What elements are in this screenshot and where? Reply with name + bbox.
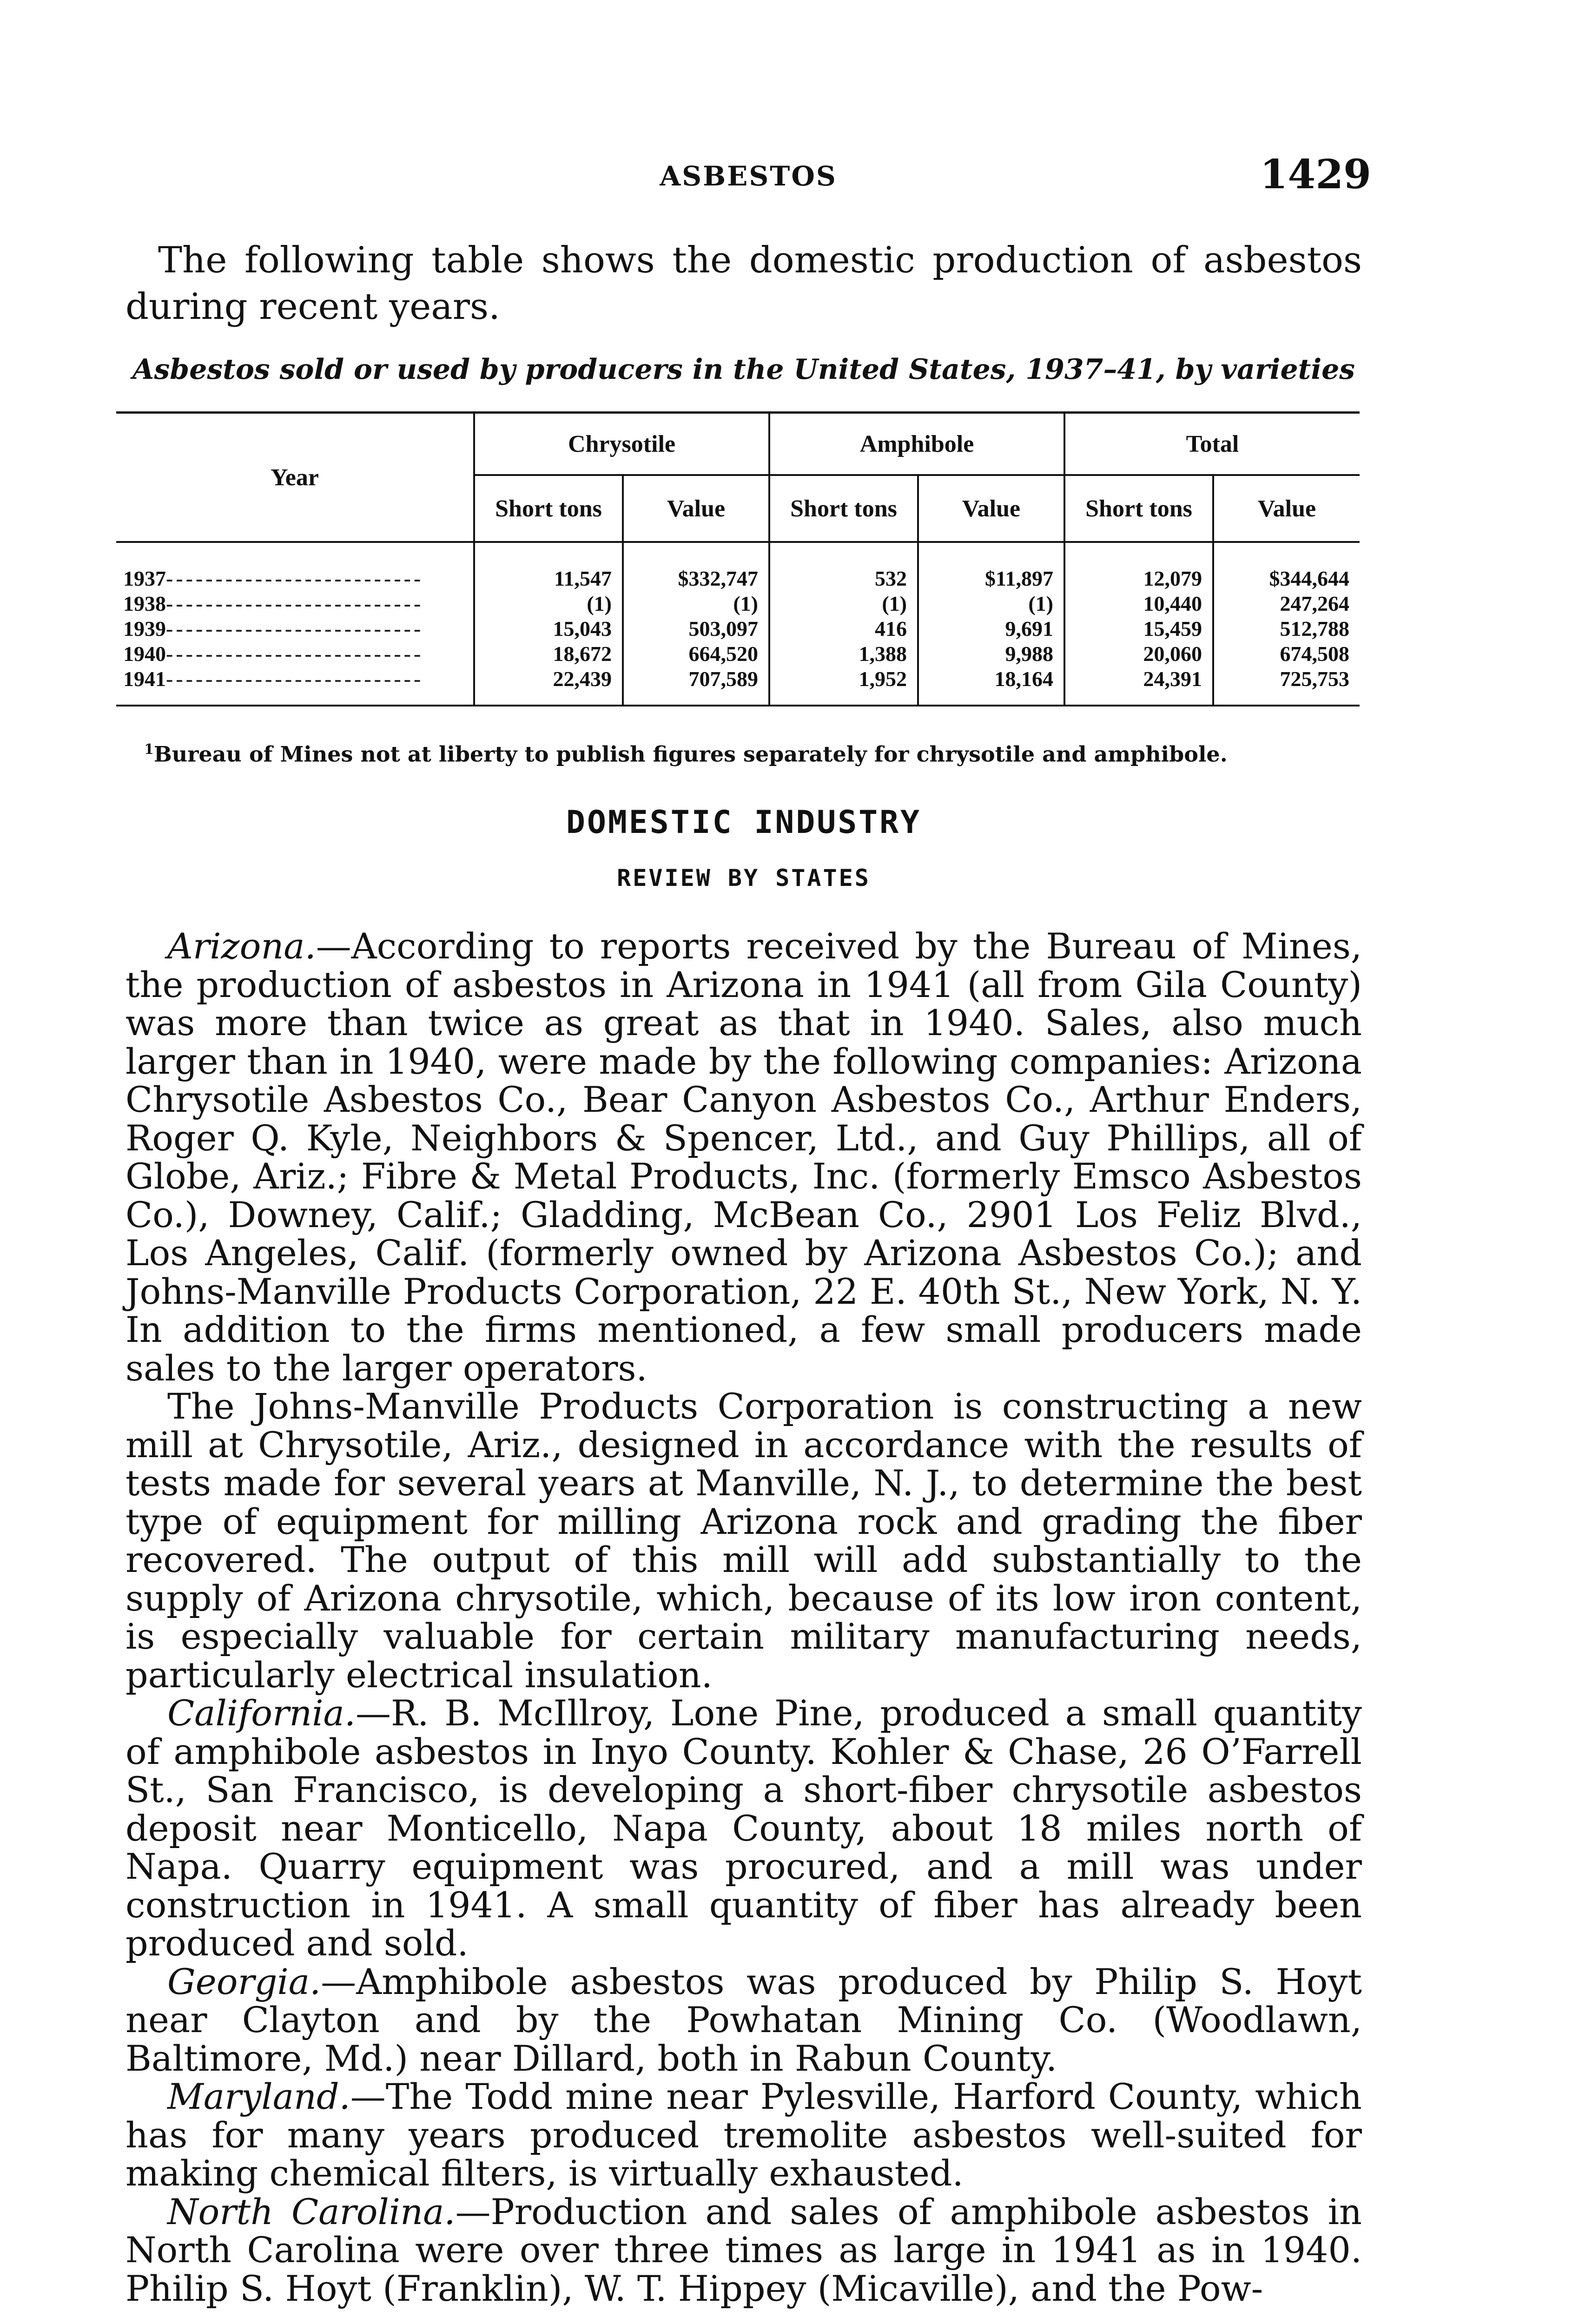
- table-caption: Asbestos sold or used by producers in the United States, 1937–41, by varieties: [132, 353, 1355, 386]
- table-cell: (1): [623, 591, 769, 616]
- state-name: California.: [167, 1692, 356, 1734]
- table-cell: 9,988: [918, 641, 1064, 667]
- table-cell: 1,952: [769, 667, 918, 706]
- paragraph-north-carolina: [126, 2193, 1362, 2308]
- table-body: [116, 542, 1360, 706]
- table-cell: 503,097: [623, 616, 769, 641]
- subheader-value: Value: [918, 475, 1064, 542]
- row-year-cell: [116, 667, 474, 706]
- paragraph-maryland: [126, 2078, 1362, 2193]
- subheader-short-tons: Short tons: [1064, 475, 1213, 542]
- table-cell: 22,439: [474, 667, 623, 706]
- subheader-value: Value: [623, 475, 769, 542]
- intro-paragraph: The following table shows the domestic production of asbestos during recent years.: [126, 239, 1362, 328]
- footnote-mark: 1: [144, 741, 154, 758]
- table-cell: 674,508: [1213, 641, 1360, 667]
- table-cell: 9,691: [918, 616, 1064, 641]
- row-year-cell: [116, 641, 474, 667]
- subheader-short-tons: Short tons: [769, 475, 918, 542]
- table-cell: (1): [769, 591, 918, 616]
- state-name: Arizona.: [167, 925, 316, 967]
- table-cell: 24,391: [1064, 667, 1213, 706]
- table-row: [116, 641, 1360, 667]
- table-row: [116, 667, 1360, 706]
- page-number: 1429: [1260, 151, 1371, 198]
- table-cell: 18,164: [918, 667, 1064, 706]
- running-head: [126, 151, 1371, 202]
- row-year: 1939: [123, 617, 166, 640]
- paragraph-text: The Johns-Manville Products Corporation is constructing a new mill at Chrysotile, Ariz., designed in accordance with the results of tests made for several years at Manville, N. J., to determine the best type of equipment for milling Arizona rock and grading the fiber recovered. The output of this mill will add substantially to the supply of Arizona chrysotile, which, because of its low iron content, is especially valuable for certain military manufacturing needs, particularly electrical insulation.: [126, 1386, 1362, 1696]
- table-cell: 15,043: [474, 616, 623, 641]
- paragraph-text: —According to reports received by the Bureau of Mines, the production of asbestos in Arizona in 1941 (all from Gila County) was more than twice as great as that in 1940. Sales, also much larger than in 1940, were made by the following companies: Arizona Chrysotile Asbestos Co., Bear Canyon Asbestos Co., Arthur Enders, Roger Q. Kyle, Neighbors & Spencer, Ltd., and Guy Phillips, all of Globe, Ariz.; Fibre & Metal Products, Inc. (formerly Emsco Asbestos Co.), Downey, Calif.; Gladding, McBean Co., 2901 Los Feliz Blvd., Los Angeles, Calif. (formerly owned by Arizona Asbestos Co.); and Johns-Manville Products Corporation, 22 E. 40th St., New York, N. Y. In addition to the firms mentioned, a few small producers made sales to the larger operators.: [126, 925, 1362, 1389]
- table-cell: 707,589: [623, 667, 769, 706]
- table-row: [116, 542, 1360, 591]
- subheader-short-tons: Short tons: [474, 475, 623, 542]
- table-cell: 18,672: [474, 641, 623, 667]
- table-row: [116, 591, 1360, 616]
- group-header-total: Total: [1064, 413, 1360, 475]
- table-cell: $11,897: [918, 542, 1064, 591]
- paragraph-california: [126, 1694, 1362, 1963]
- row-year-cell: [116, 616, 474, 641]
- table-footnote: [144, 741, 1362, 766]
- table-cell: 247,264: [1213, 591, 1360, 616]
- running-title: ASBESTOS: [660, 160, 837, 192]
- col-header-year: Year: [271, 464, 319, 491]
- paragraph-text: —Production and sales of amphibole asbestos in North Carolina were over three times as large in 1941 as in 1940. Philip S. Hoyt (Franklin), W. T. Hippey (Micaville), and the Pow-: [126, 2191, 1362, 2309]
- table-cell: (1): [918, 591, 1064, 616]
- table-cell: 15,459: [1064, 616, 1213, 641]
- row-year-cell: [116, 542, 474, 591]
- section-heading: DOMESTIC INDUSTRY: [566, 804, 921, 841]
- table-cell: 512,788: [1213, 616, 1360, 641]
- table-cell: 11,547: [474, 542, 623, 591]
- table-cell: 10,440: [1064, 591, 1213, 616]
- paragraph-text: —R. B. McIllroy, Lone Pine, produced a small quantity of amphibole asbestos in Inyo County. Kohler & Chase, 26 O’Farrell St., San Francisco, is developing a short-fiber chrysotile asbestos deposit near Monticello, Napa County, about 18 miles north of Napa. Quarry equipment was procured, and a mill was under construction in 1941. A small quantity of fiber has already been produced and sold.: [126, 1692, 1362, 1964]
- table-cell: (1): [474, 591, 623, 616]
- paragraph-arizona: [126, 927, 1362, 1387]
- state-name: Georgia.: [167, 1961, 321, 2002]
- state-name: North Carolina.: [167, 2191, 456, 2232]
- group-header-chrysotile: Chrysotile: [474, 413, 769, 475]
- table-cell: $332,747: [623, 542, 769, 591]
- state-name: Maryland.: [167, 2076, 350, 2117]
- table-cell: 416: [769, 616, 918, 641]
- table-cell: 532: [769, 542, 918, 591]
- paragraph-johns-manville: [126, 1387, 1362, 1694]
- row-year: 1941: [123, 667, 166, 691]
- table-cell: 1,388: [769, 641, 918, 667]
- row-year-cell: [116, 591, 474, 616]
- paragraph-text: —Amphibole asbestos was produced by Philip S. Hoyt near Clayton and by the Powhatan Mining Co. (Woodlawn, Baltimore, Md.) near Dillard, both in Rabun County.: [126, 1961, 1362, 2079]
- row-year: 1938: [123, 592, 166, 615]
- leader-dots: --------------------------: [166, 567, 424, 590]
- table-cell: 12,079: [1064, 542, 1213, 591]
- row-year: 1937: [123, 567, 166, 590]
- table-cell: $344,644: [1213, 542, 1360, 591]
- asbestos-production-table: [116, 411, 1360, 706]
- footnote-text: Bureau of Mines not at liberty to publish figures separately for chrysotile and amphibole.: [153, 741, 1228, 767]
- leader-dots: --------------------------: [166, 642, 424, 666]
- section-subheading: REVIEW BY STATES: [617, 865, 871, 891]
- table-cell: 20,060: [1064, 641, 1213, 667]
- table-row: [116, 616, 1360, 641]
- table-cell: 664,520: [623, 641, 769, 667]
- leader-dots: --------------------------: [166, 592, 424, 615]
- paragraph-georgia: [126, 1963, 1362, 2078]
- leader-dots: --------------------------: [166, 667, 424, 691]
- paragraph-text: —The Todd mine near Pylesville, Harford County, which has for many years produced tremolite asbestos well-suited for making chemical filters, is virtually exhausted.: [126, 2076, 1362, 2194]
- body-text: [126, 927, 1362, 2308]
- table-cell: 725,753: [1213, 667, 1360, 706]
- leader-dots: --------------------------: [166, 617, 424, 640]
- row-year: 1940: [123, 642, 166, 666]
- subheader-value: Value: [1213, 475, 1360, 542]
- group-header-amphibole: Amphibole: [769, 413, 1064, 475]
